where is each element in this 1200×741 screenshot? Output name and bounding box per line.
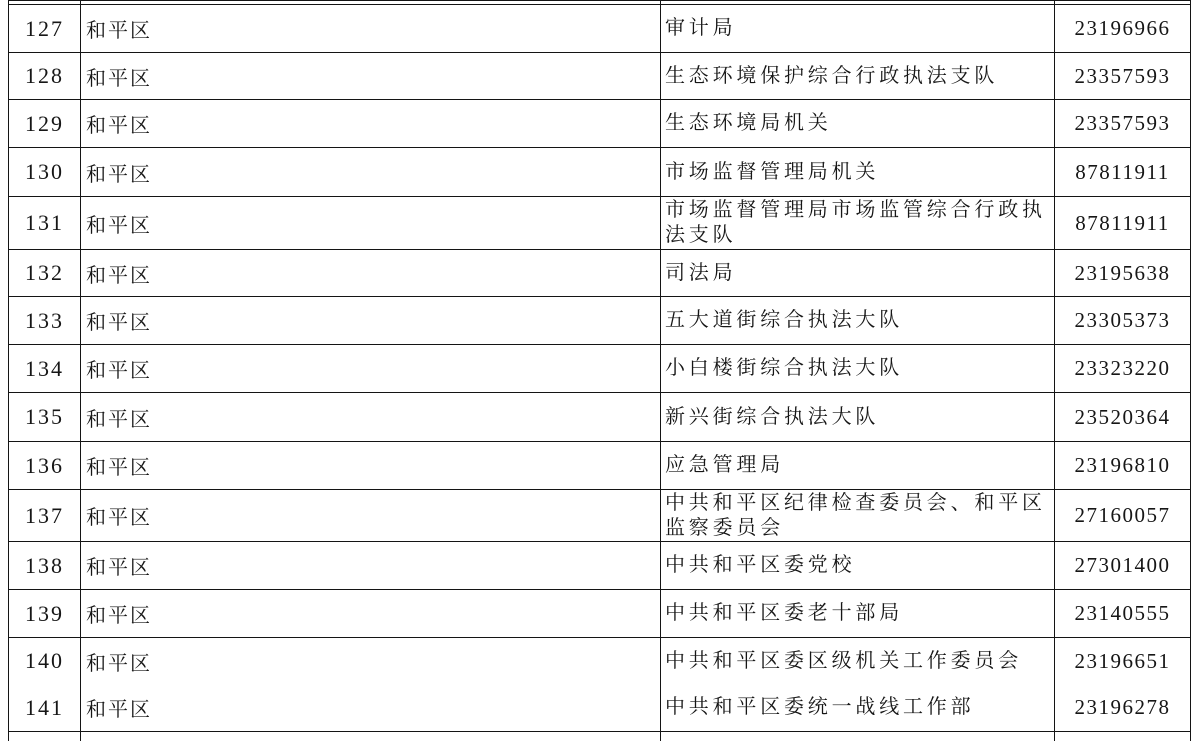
phone-cell: 23357593 — [1055, 100, 1191, 148]
department-cell: 新兴街综合执法大队 — [661, 393, 1055, 442]
serial-cell: 137 — [9, 490, 81, 542]
serial-cell: 134 — [9, 345, 81, 393]
table-row — [9, 442, 1191, 490]
department-cell: 中共和平区委区级机关工作委员会 — [661, 638, 1055, 685]
serial-cell: 127 — [9, 5, 81, 53]
phone-cell — [1055, 732, 1191, 741]
serial-cell: 128 — [9, 53, 81, 100]
serial-cell: 136 — [9, 442, 81, 490]
serial-cell: 132 — [9, 250, 81, 297]
table-row — [9, 250, 1191, 297]
table-row — [9, 148, 1191, 197]
district-cell: 和平区 — [81, 542, 661, 590]
serial-cell: 130 — [9, 148, 81, 197]
department-cell: 市场监督管理局市场监管综合行政执法支队 — [661, 197, 1055, 250]
serial-cell: 131 — [9, 197, 81, 250]
table-row — [9, 345, 1191, 393]
serial-cell — [9, 732, 81, 741]
table-row — [9, 393, 1191, 442]
serial-cell: 138 — [9, 542, 81, 590]
district-cell: 和平区 — [81, 100, 661, 148]
table-body — [9, 1, 1191, 741]
department-cell: 中共和平区委党校 — [661, 542, 1055, 590]
table-row — [9, 197, 1191, 250]
district-cell — [81, 732, 661, 741]
table-row — [9, 5, 1191, 53]
phone-cell: 87811911 — [1055, 148, 1191, 197]
phone-cell: 23196810 — [1055, 442, 1191, 490]
cutoff-row-bottom — [9, 732, 1191, 741]
district-cell: 和平区 — [81, 442, 661, 490]
department-cell: 小白楼街综合执法大队 — [661, 345, 1055, 393]
phone-cell: 27301400 — [1055, 542, 1191, 590]
district-cell: 和平区 — [81, 685, 661, 732]
phone-cell: 23196651 — [1055, 638, 1191, 685]
department-cell: 审计局 — [661, 5, 1055, 53]
phone-cell: 23357593 — [1055, 53, 1191, 100]
district-cell: 和平区 — [81, 197, 661, 250]
serial-cell: 141 — [9, 685, 81, 732]
district-cell: 和平区 — [81, 590, 661, 638]
district-cell: 和平区 — [81, 345, 661, 393]
district-cell: 和平区 — [81, 250, 661, 297]
table-row — [9, 490, 1191, 542]
department-cell: 生态环境保护综合行政执法支队 — [661, 53, 1055, 100]
phone-directory-table — [8, 0, 1191, 741]
department-cell: 中共和平区委统一战线工作部 — [661, 685, 1055, 732]
department-cell: 中共和平区纪律检查委员会、和平区监察委员会 — [661, 490, 1055, 542]
phone-cell: 23196278 — [1055, 685, 1191, 732]
serial-cell: 139 — [9, 590, 81, 638]
district-cell: 和平区 — [81, 638, 661, 685]
phone-cell: 87811911 — [1055, 197, 1191, 250]
table-row — [9, 100, 1191, 148]
district-cell: 和平区 — [81, 148, 661, 197]
serial-cell: 135 — [9, 393, 81, 442]
district-cell: 和平区 — [81, 490, 661, 542]
district-cell: 和平区 — [81, 53, 661, 100]
phone-cell: 23196966 — [1055, 5, 1191, 53]
department-cell: 生态环境局机关 — [661, 100, 1055, 148]
table-row — [9, 590, 1191, 638]
department-cell: 五大道街综合执法大队 — [661, 297, 1055, 345]
phone-cell: 23195638 — [1055, 250, 1191, 297]
table-row — [9, 297, 1191, 345]
district-cell: 和平区 — [81, 393, 661, 442]
serial-cell: 129 — [9, 100, 81, 148]
department-cell: 中共和平区委老十部局 — [661, 590, 1055, 638]
serial-cell: 140 — [9, 638, 81, 685]
department-cell — [661, 732, 1055, 741]
department-cell: 应急管理局 — [661, 442, 1055, 490]
table-row — [9, 638, 1191, 685]
district-cell: 和平区 — [81, 5, 661, 53]
department-cell: 司法局 — [661, 250, 1055, 297]
table-row — [9, 685, 1191, 732]
table-row — [9, 53, 1191, 100]
phone-cell: 27160057 — [1055, 490, 1191, 542]
phone-cell: 23305373 — [1055, 297, 1191, 345]
department-cell: 市场监督管理局机关 — [661, 148, 1055, 197]
phone-cell: 23323220 — [1055, 345, 1191, 393]
district-cell: 和平区 — [81, 297, 661, 345]
phone-cell: 23520364 — [1055, 393, 1191, 442]
table-row — [9, 542, 1191, 590]
serial-cell: 133 — [9, 297, 81, 345]
phone-cell: 23140555 — [1055, 590, 1191, 638]
